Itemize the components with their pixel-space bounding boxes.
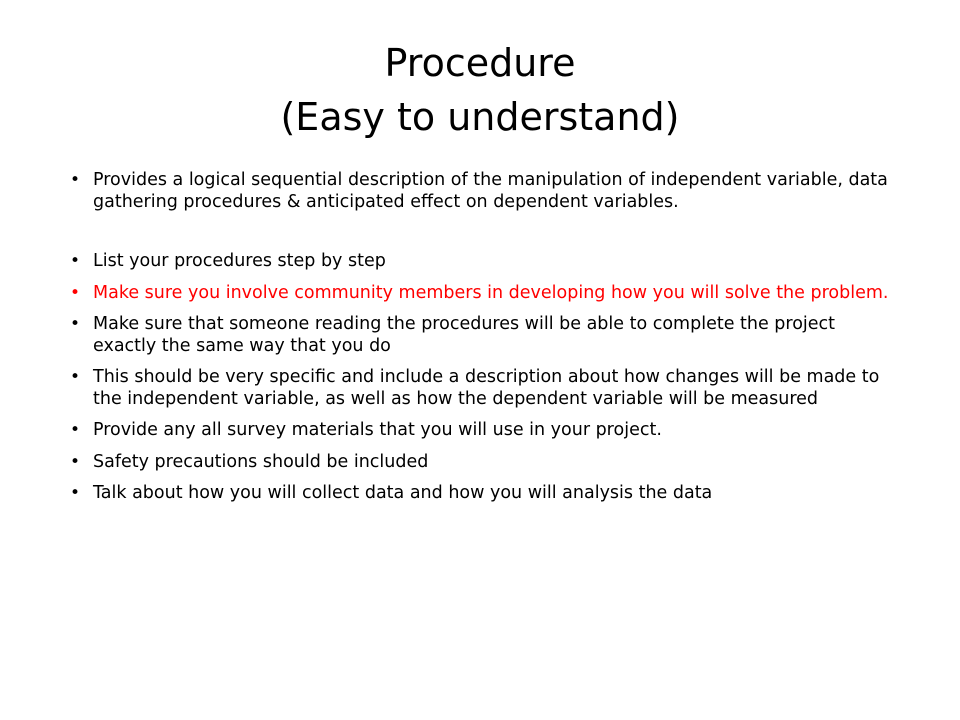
bullet-item-8 bbox=[70, 483, 900, 505]
slide-title bbox=[60, 36, 900, 144]
bullet-dot-icon: • bbox=[70, 282, 81, 303]
bullet-item-5 bbox=[70, 367, 900, 410]
bullet-dot-icon: • bbox=[70, 314, 81, 334]
bullet-text-3: Make sure you involve community members in developing how you will solve the problem. bbox=[93, 282, 889, 303]
bullet-text-6: Provide any all survey materials that you will use in your project. bbox=[93, 420, 662, 440]
bullet-text-8: Talk about how you will collect data and how you will analysis the data bbox=[93, 483, 713, 503]
bullet-dot-icon: • bbox=[70, 451, 81, 472]
bullet-dot-icon: • bbox=[70, 483, 81, 503]
bullet-item-2 bbox=[70, 251, 900, 273]
bullet-text-5: This should be very specific and include a description about how changes will be made to the independent variable, as well as how the dependent variable will be measured bbox=[93, 367, 880, 409]
bullet-dot-icon: • bbox=[70, 251, 81, 271]
bullet-item-6 bbox=[70, 420, 900, 442]
bullet-item-1 bbox=[70, 170, 900, 213]
title-line-1: Procedure bbox=[384, 41, 576, 85]
bullet-item-7 bbox=[70, 452, 900, 474]
bullet-text-7: Safety precautions should be included bbox=[93, 451, 429, 472]
bullet-item-3 bbox=[70, 283, 900, 305]
bullet-dot-icon: • bbox=[70, 170, 81, 190]
bullet-dot-icon: • bbox=[70, 367, 81, 387]
bullet-text-1: Provides a logical sequential description of the manipulation of independent variable, data gathering procedures & anticipated effect on dependent variables. bbox=[93, 170, 888, 212]
title-line-2: (Easy to understand) bbox=[280, 95, 680, 139]
bullet-text-4: Make sure that someone reading the procedures will be able to complete the project exactly the same way that you do bbox=[93, 314, 836, 356]
bullet-item-4 bbox=[70, 314, 900, 357]
bullet-list bbox=[70, 170, 900, 515]
bullet-dot-icon: • bbox=[70, 420, 81, 440]
bullet-text-2: List your procedures step by step bbox=[93, 251, 386, 271]
